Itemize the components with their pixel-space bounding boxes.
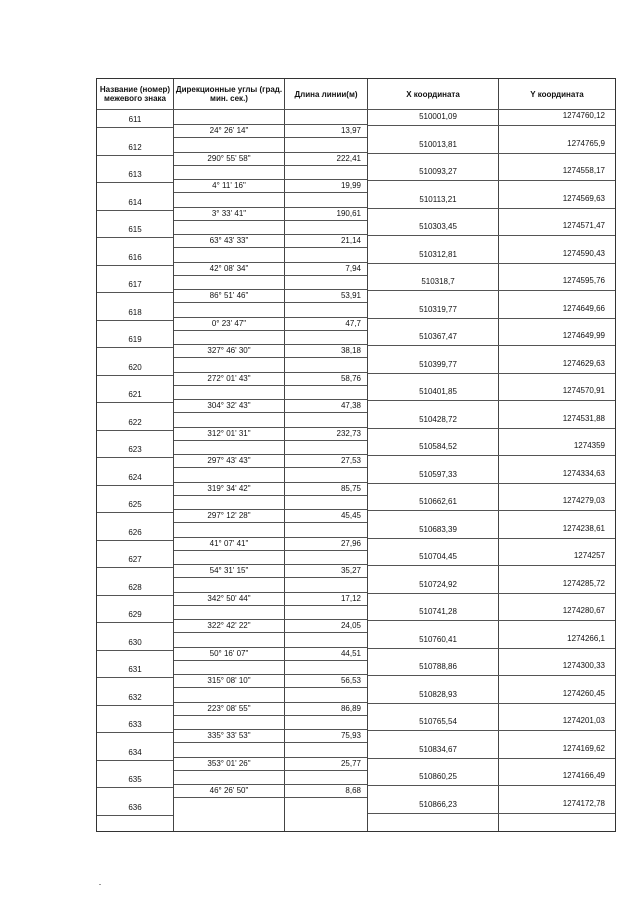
row-divider (174, 619, 367, 620)
row-divider (174, 275, 367, 276)
direction-angle: 50° 16' 07" (209, 648, 249, 658)
line-length: 56,53 (340, 676, 361, 685)
y-coordinate: 1274649,66 (562, 303, 605, 313)
y-coordinate: 1274531,88 (562, 413, 605, 423)
row-divider (174, 412, 367, 413)
row-divider (174, 784, 367, 785)
x-coordinate: 510860,25 (419, 772, 457, 781)
y-coordinate: 1274590,43 (562, 248, 605, 258)
row-divider (174, 124, 367, 125)
direction-angle: 272° 01' 43" (207, 373, 251, 383)
y-coordinate: 1274765,9 (567, 138, 605, 148)
row-divider (174, 770, 367, 771)
direction-angle: 3° 33' 41" (211, 208, 247, 218)
row-divider (97, 292, 173, 293)
line-length: 8,68 (345, 786, 361, 795)
point-name: 616 (128, 252, 142, 262)
row-divider (97, 677, 173, 678)
row-divider (174, 482, 367, 483)
row-divider (174, 399, 367, 400)
row-divider (97, 567, 173, 568)
direction-angle: 353° 01' 26" (207, 758, 251, 768)
row-divider (368, 153, 615, 154)
row-divider (174, 742, 367, 743)
row-divider (174, 729, 367, 730)
row-divider (174, 592, 367, 593)
y-coordinate: 1274172,78 (562, 798, 605, 808)
point-name: 618 (128, 307, 142, 317)
line-length: 13,97 (340, 126, 361, 135)
row-divider (368, 785, 615, 786)
y-coordinate: 1274571,47 (562, 221, 605, 230)
y-coordinate: 1274570,91 (562, 386, 605, 395)
line-length: 58,76 (340, 373, 361, 383)
row-divider (97, 732, 173, 733)
row-divider (174, 262, 367, 263)
line-length: 7,94 (345, 263, 361, 273)
row-divider (368, 428, 615, 429)
row-divider (97, 402, 173, 403)
row-divider (174, 372, 367, 373)
direction-angle: 335° 33' 53" (207, 731, 251, 740)
point-name: 630 (128, 637, 142, 647)
y-coordinate: 1274760,12 (562, 111, 605, 120)
row-divider (174, 357, 367, 358)
x-coordinate: 510013,81 (419, 139, 457, 149)
row-divider (368, 758, 615, 759)
row-divider (97, 650, 173, 651)
row-divider (174, 757, 367, 758)
header-divider (97, 109, 615, 110)
row-divider (97, 347, 173, 348)
row-divider (368, 455, 615, 456)
row-divider (368, 510, 615, 511)
line-length: 85,75 (340, 483, 361, 493)
direction-angle: 290° 55' 58" (207, 153, 251, 163)
row-divider (368, 813, 615, 814)
line-length: 35,27 (340, 566, 361, 575)
row-divider (368, 345, 615, 346)
row-divider (174, 137, 367, 138)
row-divider (97, 320, 173, 321)
line-length: 21,14 (340, 236, 361, 245)
scan-speck (99, 884, 101, 885)
y-coordinate: 1274334,63 (562, 468, 605, 478)
x-coordinate: 510319,77 (419, 304, 457, 314)
direction-angle: 315° 08' 10" (207, 676, 251, 685)
row-divider (368, 263, 615, 264)
point-name: 612 (128, 142, 142, 152)
point-name: 621 (128, 390, 142, 399)
row-divider (97, 210, 173, 211)
line-length: 19,99 (340, 181, 361, 190)
x-coordinate: 510866,23 (419, 799, 457, 809)
direction-angle: 342° 50' 44" (207, 593, 251, 603)
row-divider (368, 593, 615, 594)
x-coordinate: 510741,28 (419, 607, 457, 616)
line-length: 47,38 (340, 401, 361, 410)
direction-angle: 297° 12' 28" (207, 511, 251, 520)
y-coordinate: 1274569,63 (562, 193, 605, 203)
row-divider (97, 155, 173, 156)
row-divider (174, 522, 367, 523)
x-coordinate: 510428,72 (419, 414, 457, 424)
point-name: 627 (128, 555, 142, 564)
point-name: 629 (128, 610, 142, 619)
direction-angle: 312° 01' 31" (207, 428, 251, 438)
point-name: 611 (128, 115, 142, 124)
row-divider (97, 457, 173, 458)
x-coordinate: 510303,45 (419, 222, 457, 231)
y-coordinate: 1274201,03 (562, 716, 605, 725)
x-coordinate: 510597,33 (419, 469, 457, 479)
direction-angle: 4° 11' 16" (212, 181, 246, 190)
row-divider (174, 317, 367, 318)
row-divider (368, 180, 615, 181)
row-divider (174, 715, 367, 716)
row-divider (368, 235, 615, 236)
line-length: 25,77 (340, 758, 361, 768)
direction-angle: 223° 08' 55" (207, 703, 251, 713)
x-coordinate: 510724,92 (419, 579, 457, 589)
point-name: 628 (128, 582, 142, 592)
row-divider (174, 495, 367, 496)
row-divider (368, 318, 615, 319)
x-coordinate: 510765,54 (419, 717, 457, 726)
row-divider (174, 330, 367, 331)
y-coordinate: 1274166,49 (562, 771, 605, 780)
point-name: 615 (128, 225, 142, 234)
row-divider (97, 622, 173, 623)
x-coordinate: 510318,7 (421, 277, 455, 286)
row-divider (174, 344, 367, 345)
direction-angle: 319° 34' 42" (207, 483, 251, 493)
y-coordinate: 1274266,1 (567, 633, 605, 643)
x-coordinate: 510828,93 (419, 689, 457, 699)
row-divider (174, 302, 367, 303)
direction-angle: 41° 07' 41" (209, 538, 249, 548)
x-coordinate: 510788,86 (419, 662, 457, 671)
x-coordinate: 510401,85 (419, 387, 457, 396)
line-length: 190,61 (336, 208, 361, 218)
direction-angle: 0° 23' 47" (211, 318, 247, 328)
line-length: 27,96 (340, 538, 361, 548)
x-coordinate: 510834,67 (419, 744, 457, 754)
row-divider (174, 564, 367, 565)
point-name: 636 (128, 802, 142, 812)
direction-angle: 63° 43' 33" (209, 236, 249, 245)
row-divider (97, 512, 173, 513)
direction-angle: 86° 51' 46" (209, 291, 249, 300)
point-name: 619 (128, 335, 142, 344)
row-divider (174, 440, 367, 441)
row-divider (368, 400, 615, 401)
row-divider (174, 467, 367, 468)
line-length: 222,41 (336, 153, 361, 163)
row-divider (97, 705, 173, 706)
header-x: X координата (406, 89, 460, 99)
point-name: 635 (128, 775, 142, 784)
line-length: 47,7 (345, 318, 361, 328)
row-divider (97, 265, 173, 266)
y-coordinate: 1274595,76 (562, 276, 605, 285)
x-coordinate: 510584,52 (419, 442, 457, 451)
row-divider (174, 179, 367, 180)
row-divider (97, 595, 173, 596)
line-length: 53,91 (340, 291, 361, 300)
row-divider (174, 385, 367, 386)
row-divider (174, 427, 367, 428)
y-coordinate: 1274238,61 (562, 523, 605, 533)
point-name: 622 (128, 417, 142, 427)
y-coordinate: 1274300,33 (562, 661, 605, 670)
row-divider (174, 165, 367, 166)
row-divider (174, 152, 367, 153)
line-length: 75,93 (340, 731, 361, 740)
direction-angle: 304° 32' 43" (207, 401, 251, 410)
direction-angle: 46° 26' 50" (209, 786, 249, 795)
row-divider (174, 797, 367, 798)
point-name: 631 (128, 665, 142, 674)
point-name: 633 (128, 720, 142, 729)
x-coordinate: 510367,47 (419, 332, 457, 341)
x-coordinate: 510093,27 (419, 167, 457, 176)
row-divider (97, 182, 173, 183)
x-coordinate: 510683,39 (419, 524, 457, 534)
row-divider (174, 509, 367, 510)
point-name: 614 (128, 197, 142, 207)
row-divider (368, 620, 615, 621)
row-divider (368, 483, 615, 484)
y-coordinate: 1274169,62 (562, 743, 605, 753)
row-divider (174, 454, 367, 455)
row-divider (97, 540, 173, 541)
direction-angle: 297° 43' 43" (207, 456, 251, 465)
row-divider (368, 703, 615, 704)
row-divider (174, 247, 367, 248)
row-divider (174, 234, 367, 235)
row-divider (174, 550, 367, 551)
row-divider (174, 632, 367, 633)
direction-angle: 42° 08' 34" (209, 263, 249, 273)
y-coordinate: 1274359 (573, 441, 605, 450)
header-angles: Дирекционные углы (град. мин. сек.) (175, 85, 283, 103)
row-divider (174, 605, 367, 606)
line-length: 17,12 (340, 593, 361, 603)
x-coordinate: 510312,81 (419, 249, 457, 259)
line-length: 86,89 (340, 703, 361, 713)
x-coordinate: 510113,21 (419, 194, 457, 204)
header-length: Длина линии(м) (294, 89, 358, 99)
row-divider (174, 660, 367, 661)
row-divider (97, 430, 173, 431)
row-divider (97, 787, 173, 788)
y-coordinate: 1274260,45 (562, 688, 605, 698)
row-divider (368, 125, 615, 126)
row-divider (174, 289, 367, 290)
header-y: Y координата (530, 89, 584, 99)
row-divider (368, 730, 615, 731)
line-length: 44,51 (340, 648, 361, 658)
point-name: 624 (128, 472, 142, 482)
header-name: Название (номер) межевого знака (99, 85, 171, 103)
row-divider (174, 207, 367, 208)
row-divider (368, 290, 615, 291)
x-coordinate: 510001,09 (419, 112, 457, 121)
direction-angle: 327° 46' 30" (207, 346, 251, 355)
row-divider (368, 648, 615, 649)
row-divider (368, 538, 615, 539)
point-name: 623 (128, 445, 142, 454)
row-divider (174, 687, 367, 688)
x-coordinate: 510760,41 (419, 634, 457, 644)
y-coordinate: 1274649,99 (562, 331, 605, 340)
direction-angle: 322° 42' 22" (207, 621, 251, 630)
row-divider (97, 815, 173, 816)
point-name: 632 (128, 692, 142, 702)
y-coordinate: 1274285,72 (562, 578, 605, 588)
point-name: 617 (128, 280, 142, 289)
row-divider (368, 208, 615, 209)
line-length: 38,18 (340, 346, 361, 355)
coordinates-table (96, 78, 616, 832)
row-divider (174, 702, 367, 703)
row-divider (97, 760, 173, 761)
row-divider (368, 565, 615, 566)
row-divider (368, 373, 615, 374)
row-divider (368, 675, 615, 676)
row-divider (174, 220, 367, 221)
row-divider (174, 192, 367, 193)
line-length: 45,45 (340, 511, 361, 520)
y-coordinate: 1274279,03 (562, 496, 605, 505)
row-divider (174, 537, 367, 538)
line-length: 24,05 (340, 621, 361, 630)
point-name: 620 (128, 362, 142, 372)
y-coordinate: 1274257 (573, 551, 605, 560)
point-name: 625 (128, 500, 142, 509)
x-coordinate: 510662,61 (419, 497, 457, 506)
y-coordinate: 1274558,17 (562, 166, 605, 175)
direction-angle: 54° 31' 15" (209, 566, 249, 575)
row-divider (97, 375, 173, 376)
point-name: 634 (128, 747, 142, 757)
x-coordinate: 510399,77 (419, 359, 457, 369)
row-divider (174, 647, 367, 648)
x-coordinate: 510704,45 (419, 552, 457, 561)
point-name: 626 (128, 527, 142, 537)
direction-angle: 24° 26' 14" (209, 126, 249, 135)
row-divider (97, 237, 173, 238)
line-length: 232,73 (336, 428, 361, 438)
row-divider (97, 485, 173, 486)
y-coordinate: 1274280,67 (562, 606, 605, 615)
y-coordinate: 1274629,63 (562, 358, 605, 368)
row-divider (97, 127, 173, 128)
line-length: 27,53 (340, 456, 361, 465)
row-divider (174, 674, 367, 675)
row-divider (174, 577, 367, 578)
point-name: 613 (128, 170, 142, 179)
